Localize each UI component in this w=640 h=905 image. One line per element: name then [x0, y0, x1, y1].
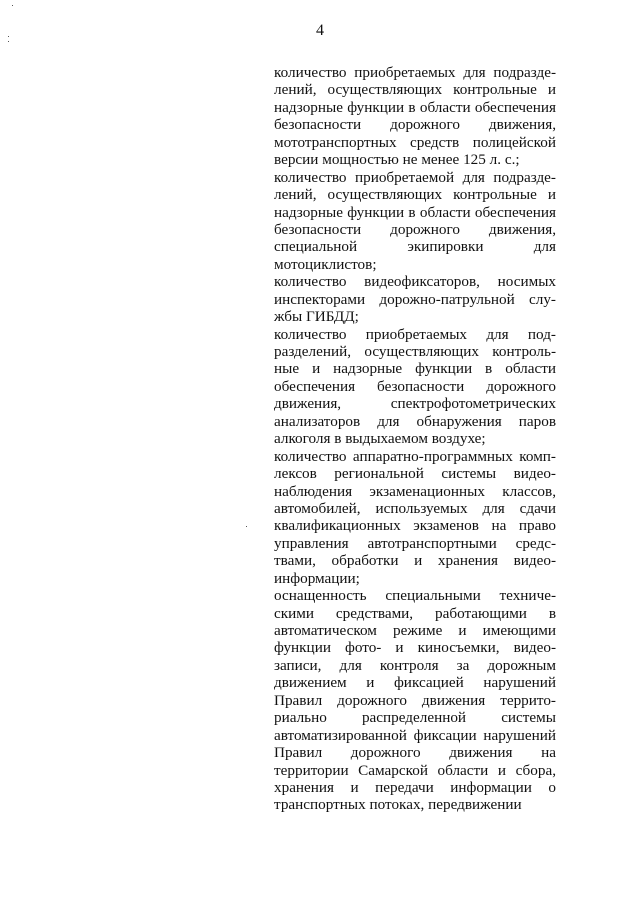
- text-line: надзорные функции в области обеспечения: [274, 203, 556, 221]
- text-line: информации;: [274, 569, 360, 587]
- text-line: специальной экипировки для: [274, 238, 556, 256]
- text-line: территории Самарской области и сбора,: [274, 761, 556, 779]
- text-line: мотоциклистов;: [274, 255, 377, 273]
- text-line: ные и надзорные функции в области: [274, 360, 556, 378]
- text-line: оснащенность специальными техниче-: [274, 587, 556, 605]
- text-line: версии мощностью не менее 125 л. с.;: [274, 151, 520, 169]
- text-line: лексов региональной системы видео-: [274, 465, 556, 483]
- text-line: Правил дорожного движения террито-: [274, 691, 556, 709]
- text-line: движением и фиксацией нарушений: [274, 674, 556, 692]
- text-line: лений, осуществляющих контрольные и: [274, 186, 556, 204]
- text-line: количество приобретаемой для подразде-: [274, 168, 556, 186]
- text-line: управления автотранспортными средс-: [274, 534, 556, 552]
- text-line: функции фото- и киносъемки, видео-: [274, 639, 556, 657]
- text-line: твами, обработки и хранения видео-: [274, 552, 556, 570]
- text-line: мототранспортных средств полицейской: [274, 133, 556, 151]
- text-line: наблюдения экзаменационных классов,: [274, 482, 556, 500]
- paragraph: [274, 169, 556, 274]
- paragraph: [274, 448, 556, 588]
- text-line: хранения и передачи информации о: [274, 778, 556, 796]
- text-line: безопасности дорожного движения,: [274, 220, 556, 238]
- text-line: анализаторов для обнаружения паров: [274, 412, 556, 430]
- text-line: алкоголя в выдыхаемом воздухе;: [274, 430, 486, 448]
- text-line: безопасности дорожного движения,: [274, 116, 556, 134]
- text-line: квалификационных экзаменов на право: [274, 517, 556, 535]
- paragraph: [274, 326, 556, 448]
- scan-speck: [12, 5, 13, 6]
- page-number: 4: [316, 22, 324, 39]
- text-line: автоматическом режиме и имеющими: [274, 622, 556, 639]
- text-line: жбы ГИБДД;: [274, 308, 359, 326]
- paragraph: [274, 273, 556, 325]
- text-line: надзорные функции в области обеспечения: [274, 98, 556, 116]
- text-line: количество аппаратно-программных комп-: [274, 447, 556, 465]
- text-line: количество приобретаемых для под-: [274, 325, 556, 343]
- text-line: риально распределенной системы: [274, 709, 556, 727]
- text-line: разделений, осуществляющих контроль-: [274, 343, 556, 360]
- text-line: записи, для контроля за дорожным: [274, 656, 556, 674]
- scan-speck: [8, 41, 9, 42]
- text-line: Правил дорожного движения на: [274, 744, 556, 762]
- text-line: обеспечения безопасности дорожного: [274, 377, 556, 395]
- text-line: количество видеофиксаторов, носимых: [274, 273, 556, 291]
- text-line: лений, осуществляющих контрольные и: [274, 81, 556, 99]
- document-body: [274, 64, 556, 814]
- text-line: скими средствами, работающими в: [274, 604, 556, 622]
- paragraph: [274, 64, 556, 169]
- text-line: автомобилей, используемых для сдачи: [274, 499, 556, 517]
- text-line: движения, спектрофотометрических: [274, 395, 556, 413]
- scan-speck: [246, 526, 247, 527]
- paragraph: [274, 587, 556, 814]
- scan-speck: [8, 36, 9, 37]
- text-line: инспекторами дорожно-патрульной слу-: [274, 290, 556, 308]
- text-line: количество приобретаемых для подразде-: [274, 64, 556, 81]
- text-line: автоматизированной фиксации нарушений: [274, 726, 556, 744]
- text-line: транспортных потоках, передвижении: [274, 796, 522, 814]
